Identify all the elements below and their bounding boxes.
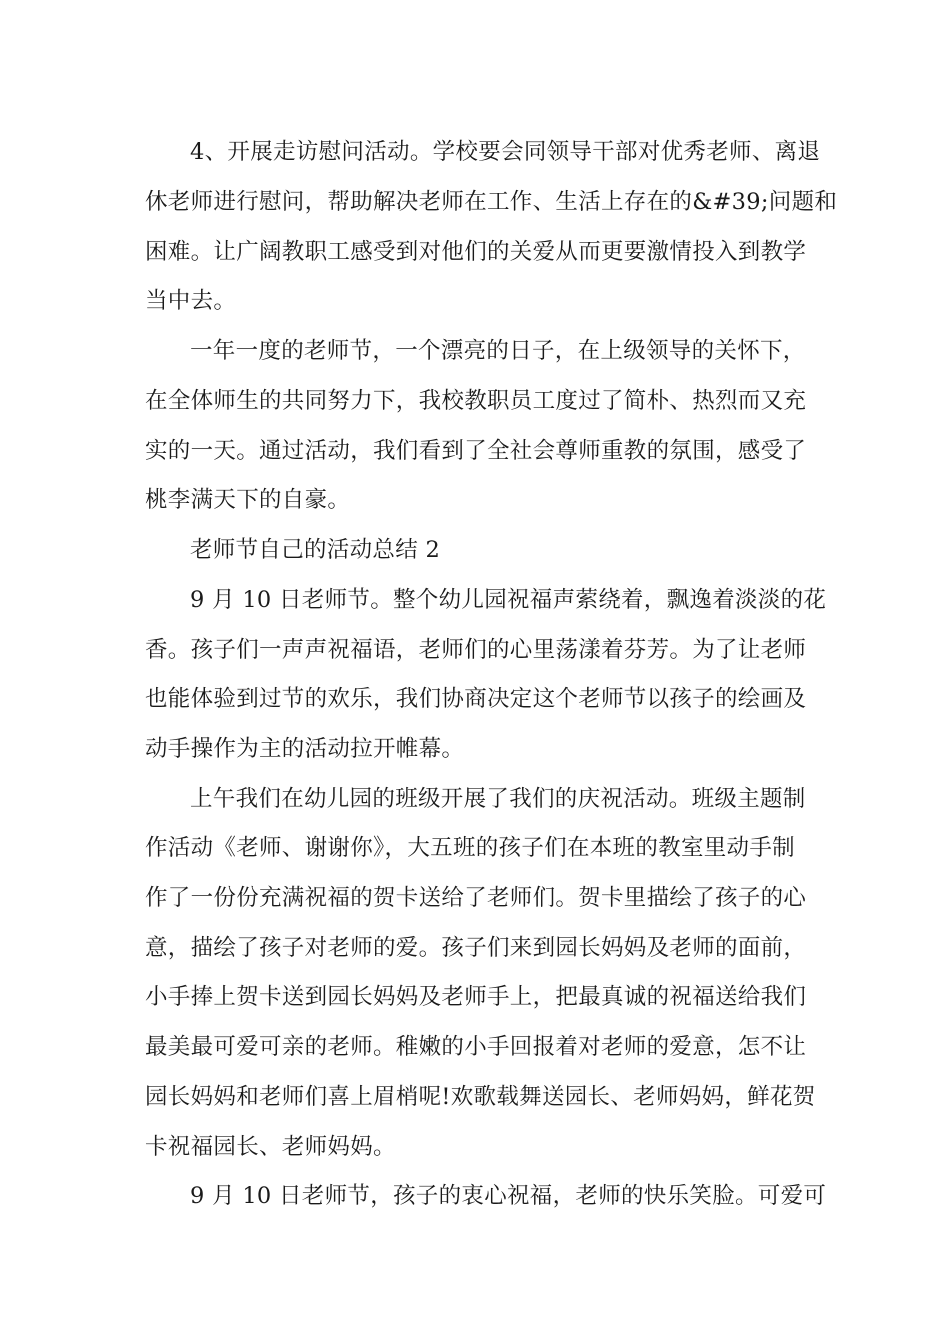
paragraph-4-line-2: 作活动《老师、谢谢你》，大五班的孩子们在本班的教室里动手制	[145, 835, 795, 861]
section-heading: 老师节自己的活动总结 2	[190, 537, 441, 563]
paragraph-1-line-3: 困难。让广阔教职工感受到对他们的关爱从而更要激情投入到教学	[145, 239, 807, 265]
paragraph-2-line-2: 在全体师生的共同努力下，我校教职员工度过了简朴、热烈而又充	[145, 388, 807, 414]
paragraph-4-line-1: 上午我们在幼儿园的班级开展了我们的庆祝活动。班级主题制	[190, 786, 806, 812]
paragraph-3-line-1: 9 月 10 日老师节。整个幼儿园祝福声萦绕着，飘逸着淡淡的花	[190, 587, 827, 613]
paragraph-3-line-2: 香。孩子们一声声祝福语，老师们的心里荡漾着芬芳。为了让老师	[145, 637, 807, 663]
paragraph-2-line-3: 实的一天。通过活动，我们看到了全社会尊师重教的氛围，感受了	[145, 438, 807, 464]
paragraph-4-line-7: 园长妈妈和老师们喜上眉梢呢!欢歌载舞送园长、老师妈妈，鲜花贺	[145, 1084, 816, 1110]
paragraph-1-line-1: 4、开展走访慰问活动。学校要会同领导干部对优秀老师、离退	[190, 139, 821, 165]
paragraph-2-line-1: 一年一度的老师节，一个漂亮的日子，在上级领导的关怀下，	[190, 338, 806, 364]
paragraph-3-line-4: 动手操作为主的活动拉开帷幕。	[145, 736, 465, 762]
paragraph-4-line-3: 作了一份份充满祝福的贺卡送给了老师们。贺卡里描绘了孩子的心	[145, 885, 807, 911]
paragraph-1-line-2: 休老师进行慰问，帮助解决老师在工作、生活上存在的&#39;问题和	[145, 189, 838, 215]
paragraph-4-line-5: 小手捧上贺卡送到园长妈妈及老师手上，把最真诚的祝福送给我们	[145, 984, 807, 1010]
paragraph-5-line-1: 9 月 10 日老师节，孩子的衷心祝福，老师的快乐笑脸。可爱可	[190, 1183, 827, 1209]
paragraph-2-line-4: 桃李满天下的自豪。	[145, 487, 351, 513]
paragraph-4-line-4: 意，描绘了孩子对老师的爱。孩子们来到园长妈妈及老师的面前，	[145, 935, 807, 961]
paragraph-4-line-6: 最美最可爱可亲的老师。稚嫩的小手回报着对老师的爱意，怎不让	[145, 1034, 807, 1060]
paragraph-1-line-4: 当中去。	[145, 288, 237, 314]
paragraph-4-line-8: 卡祝福园长、老师妈妈。	[145, 1134, 396, 1160]
paragraph-3-line-3: 也能体验到过节的欢乐，我们协商决定这个老师节以孩子的绘画及	[145, 686, 807, 712]
